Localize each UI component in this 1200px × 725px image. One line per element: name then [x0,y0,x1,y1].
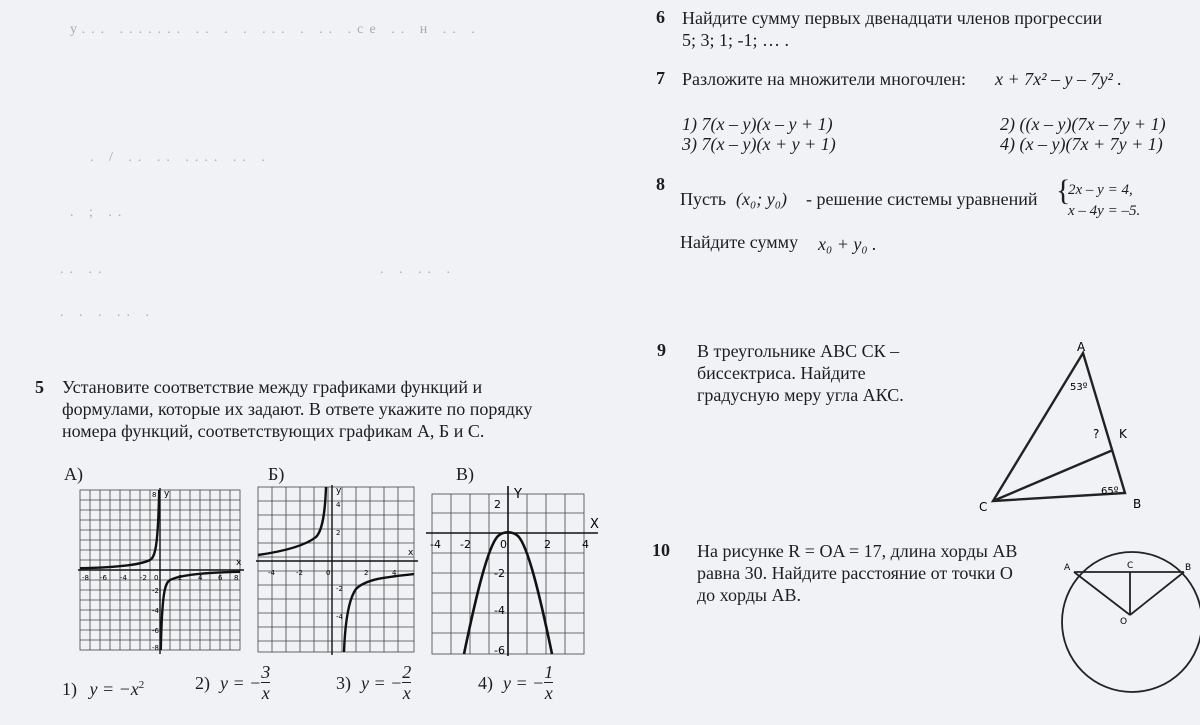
angle-a-label: 53º [1070,382,1088,393]
tick: -2 [336,585,343,593]
tick: 8 [234,574,239,582]
tick: -2 [140,574,147,582]
vertex-c-label: C [979,500,988,514]
task9-text [697,340,904,406]
tick: -4 [268,569,275,577]
fraction-denominator: x [261,683,270,703]
task6-line: Найдите сумму первых двенадцати членов прогрессии [682,8,1103,28]
option-4 [478,662,553,703]
task7-number: 7 [656,68,665,88]
task5-number: 5 [35,377,44,397]
option-formula: y = − [503,672,545,693]
task10-line: равна 30. Найдите расстояние от точки О [697,563,1013,583]
graph-c-y-axis-label: Y [514,487,522,502]
tick: -6 [152,627,159,635]
vertex-b-label: B [1133,497,1142,511]
tick: -2 [494,567,505,580]
tick: 2 [494,498,501,511]
task9-number: 9 [657,340,666,360]
task5-line: номера функций, соответствующих графикам А, Б и С. [62,421,485,441]
option-number: 2) [195,672,210,693]
task8-equation-2: x – 4y = –5. [1068,203,1141,219]
graph-c-x-axis-label: X [590,517,599,532]
task8-pair: (x₀; y₀) [736,189,787,209]
tick: 2 [336,529,341,537]
triangle-figure [975,338,1150,518]
tick: 0 [500,538,507,551]
faded-line: .. .. [60,262,108,277]
option-formula: y = − [361,672,403,693]
tick: -4 [430,538,441,551]
task8-find: Найдите сумму [680,232,799,252]
tick: 4 [392,569,397,577]
task8-post: - решение системы уравнений [806,189,1038,209]
point-a-label: A [1064,563,1071,573]
task7-option-1: 1) 7(x – y)(x – y + 1) [682,114,833,134]
task5-line: Установите соответствие между графиками функций и [62,377,483,397]
task10-line: На рисунке R = OA = 17, длина хорды АВ [697,541,1018,561]
tick: 4 [336,501,341,509]
tick: 8 [152,491,157,499]
tick: 2 [178,574,183,582]
faded-line: . / .. .. .... .. . [90,150,271,165]
unknown-angle-label: ? [1093,427,1100,441]
graph-c [426,486,606,658]
task7-option-4: 4) (x – y)(7x + 7y + 1) [1000,134,1163,154]
tick: -4 [152,607,159,615]
point-c-label: C [1127,561,1134,571]
fraction-numerator: 1 [544,662,554,682]
tick: -4 [494,604,505,617]
graph-a-label: А) [64,464,83,484]
task5-line: формулами, которые их задают. В ответе укажите по порядку [62,399,533,419]
tick: -4 [120,574,127,582]
option-formula: y = − [220,672,262,693]
tick: 0 [326,569,331,577]
faded-line: у... ....... .. . . ... . .. .се .. н .. . [70,22,481,37]
task9-line: градусную меру угла АКС. [697,385,904,405]
task6-number: 6 [656,7,665,27]
option-3 [336,662,411,703]
fraction-denominator: x [544,683,553,703]
task6-sequence: 5; 3; 1; -1; … . [682,30,789,50]
graph-b-y-axis-label: y [336,486,342,496]
option-number: 4) [478,672,493,693]
option-exponent: 2 [138,679,145,691]
fraction-denominator: x [402,683,411,703]
option-number: 3) [336,672,351,693]
tick: 4 [582,538,589,551]
angle-b-label: 65º [1101,486,1119,497]
system-brace: { [1056,174,1071,207]
graph-b [256,485,420,657]
tick: -6 [494,644,505,657]
task5-text [62,376,582,442]
tick: -2 [152,587,159,595]
task7-option-3: 3) 7(x – y)(x + y + 1) [682,134,836,154]
tick: -2 [460,538,471,551]
point-o-label: O [1120,617,1128,627]
circle-figure [1058,540,1200,720]
graph-b-label: Б) [268,464,285,484]
task7-expression: x + 7x² – y – 7y² . [995,69,1122,89]
task10-line: до хорды АВ. [697,585,801,605]
option-1 [62,674,144,700]
tick: 2 [544,538,551,551]
faded-line: . . . .. . [60,305,155,320]
tick: 2 [364,569,369,577]
fraction-numerator: 3 [261,662,271,682]
option-number: 1) [62,679,77,699]
tick: 0 [154,574,159,582]
vertex-k-label: K [1119,427,1127,441]
graph-a-y-axis-label: y [164,489,170,499]
option-formula: y = −x [89,679,139,699]
tick: -8 [152,644,159,652]
graph-c-label: В) [456,464,474,484]
task6-text [682,7,1102,51]
task9-line: В треугольнике АВС СК – [697,341,900,361]
tick: -2 [296,569,303,577]
graph-b-x-axis-label: x [408,548,414,558]
graph-a-x-axis-label: x [236,558,242,568]
task8-number: 8 [656,174,665,194]
tick: -6 [100,574,107,582]
faded-line: . ; .. [70,205,128,220]
point-b-label: B [1185,563,1192,573]
tick: 6 [218,574,223,582]
task8-equation-1: 2x – y = 4, [1068,182,1133,198]
option-2 [195,662,270,703]
task9-line: биссектриса. Найдите [697,363,866,383]
task7-option-2: 2) ((x – y)(7x – 7y + 1) [1000,114,1166,134]
vertex-a-label: A [1077,340,1086,354]
tick: 4 [198,574,203,582]
fraction-numerator: 2 [402,662,412,682]
tick: -4 [336,613,343,621]
task7-text: Разложите на множители многочлен: [682,69,966,89]
task10-text [697,540,1017,606]
faded-line: . . .. . [380,262,456,277]
task8-pre: Пусть [680,189,727,209]
task8-system [1068,180,1140,222]
task10-number: 10 [652,540,670,560]
task8-sum: x₀ + y₀ . [818,234,877,254]
graph-a [78,488,248,658]
tick: -8 [82,574,89,582]
